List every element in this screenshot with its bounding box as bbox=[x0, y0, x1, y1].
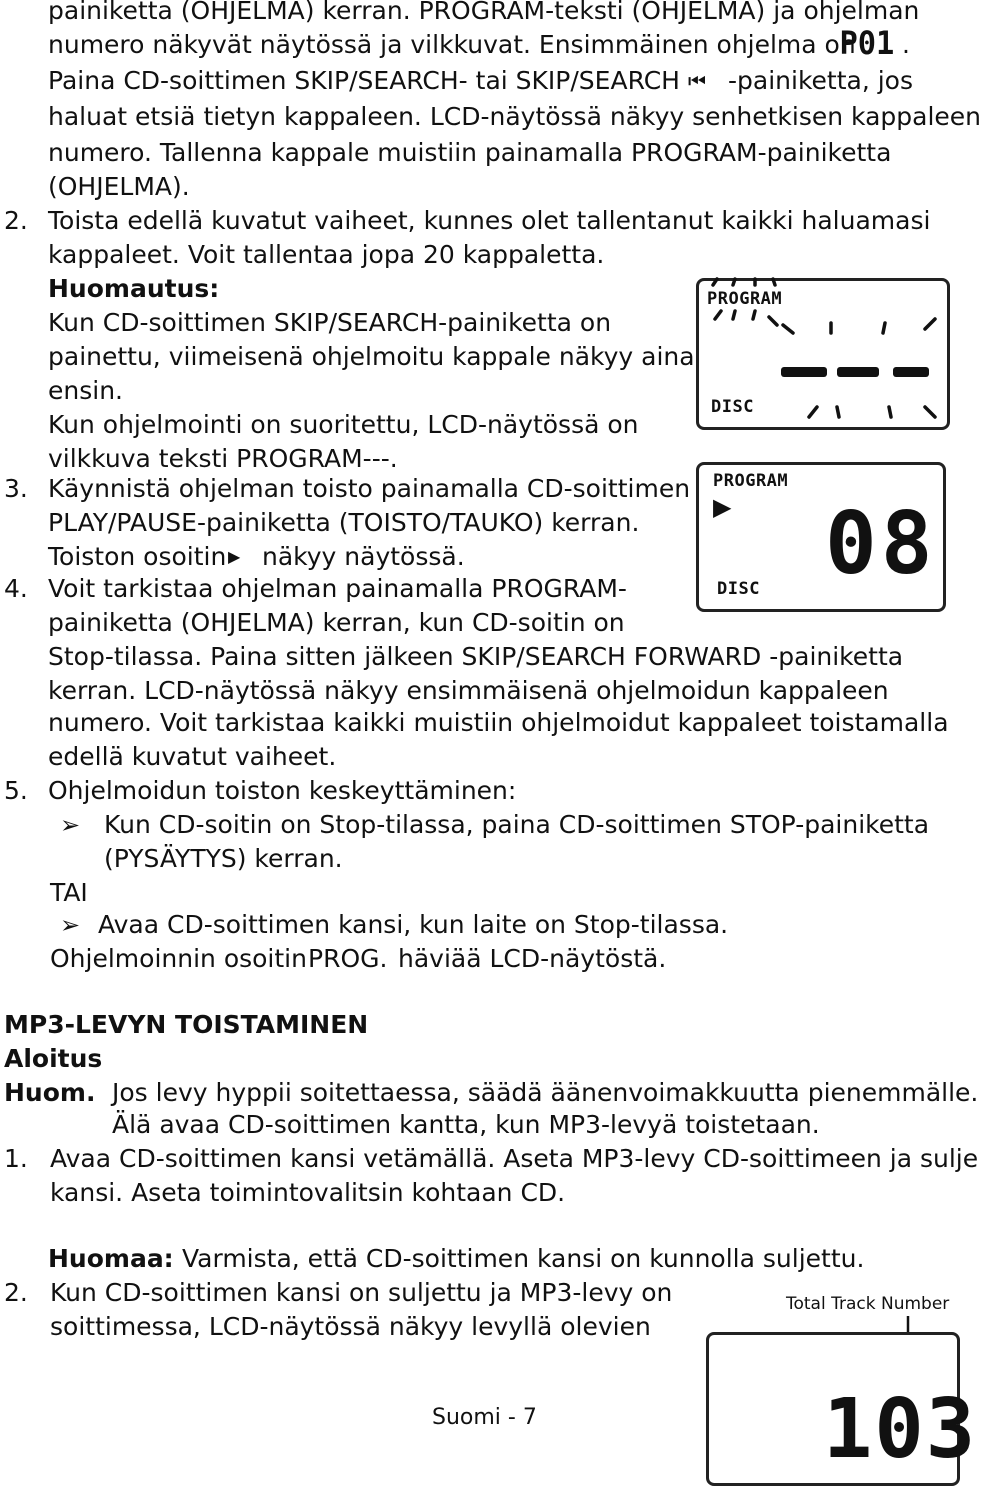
play-indicator-icon: ▶ bbox=[228, 547, 241, 566]
text-line: edellä kuvatut vaiheet. bbox=[48, 742, 337, 771]
text-line: Ohjelmoinnin osoitin bbox=[50, 944, 307, 973]
step-number: 2. bbox=[4, 1278, 28, 1307]
huomaa-label: Huomaa: bbox=[48, 1244, 174, 1273]
text-line: numero näkyvät näytössä ja vilkkuvat. Ensimmäinen ohjelma on bbox=[48, 30, 856, 59]
disc-label: DISC bbox=[717, 579, 760, 599]
text-line: soittimessa, LCD-näytössä näkyy levyllä olevien bbox=[50, 1312, 651, 1341]
text-line: Käynnistä ohjelman toisto painamalla CD-soittimen bbox=[48, 474, 691, 503]
text-line: Kun ohjelmointi on suoritettu, LCD-näytössä on bbox=[48, 410, 639, 439]
text-line: -painiketta, jos bbox=[728, 66, 913, 95]
text-line: painettu, viimeisenä ohjelmoitu kappale näkyy aina bbox=[48, 342, 695, 371]
text-line: Stop-tilassa. Paina sitten jälkeen SKIP/SEARCH FORWARD -painiketta bbox=[48, 642, 904, 671]
text-line: kappaleet. Voit tallentaa jopa 20 kappaletta. bbox=[48, 240, 605, 269]
text-line: Varmista, että CD-soittimen kansi on kunnolla suljettu. bbox=[182, 1244, 865, 1273]
lcd-display-program-08 bbox=[696, 462, 946, 612]
text-line: Jos levy hyppii soitettaessa, säädä äänenvoimakkuutta pienemmälle. bbox=[112, 1078, 979, 1107]
text-line: Toiston osoitin bbox=[48, 542, 227, 571]
lcd-display-program-dashes bbox=[696, 278, 950, 430]
text-line: Kun CD-soittimen kansi on suljettu ja MP3-levy on bbox=[50, 1278, 673, 1307]
text-line: (OHJELMA). bbox=[48, 172, 190, 201]
text-line: PLAY/PAUSE-painiketta (TOISTO/TAUKO) kerran. bbox=[48, 508, 640, 537]
arrow-bullet-icon: ➢ bbox=[60, 911, 81, 939]
period: . bbox=[902, 30, 910, 59]
lcd-display-total-tracks bbox=[706, 1332, 978, 1486]
step5-heading: Ohjelmoidun toiston keskeyttäminen: bbox=[48, 776, 517, 805]
step-number: 4. bbox=[4, 574, 28, 603]
text-line: haluat etsiä tietyn kappaleen. LCD-näytössä näkyy senhetkisen kappaleen bbox=[48, 102, 981, 131]
total-track-caption: Total Track Number bbox=[786, 1294, 950, 1314]
program-label: PROGRAM bbox=[713, 471, 789, 491]
text-line: kansi. Aseta toimintovalitsin kohtaan CD. bbox=[50, 1178, 566, 1207]
text-line: ensin. bbox=[48, 376, 123, 405]
play-icon: ▶ bbox=[713, 493, 732, 521]
text-line: Kun CD-soittimen SKIP/SEARCH-painiketta on bbox=[48, 308, 612, 337]
program-label: PROGRAM bbox=[707, 289, 783, 309]
step-number: 1. bbox=[4, 1144, 28, 1173]
text-line: painiketta (OHJELMA) kerran. PROGRAM-teksti (OHJELMA) ja ohjelman bbox=[48, 0, 920, 25]
step-number: 2. bbox=[4, 206, 28, 235]
text-line: Avaa CD-soittimen kansi vetämällä. Aseta MP3-levy CD-soittimeen ja sulje bbox=[50, 1144, 979, 1173]
prog-indicator-text: PROG. bbox=[308, 944, 388, 973]
text-line: numero. Voit tarkistaa kaikki muistiin ohjelmoidut kappaleet toistamalla bbox=[48, 708, 949, 737]
lcd-inline-p01: P01 bbox=[839, 24, 895, 62]
text-line: Voit tarkistaa ohjelman painamalla PROGRAM- bbox=[48, 574, 627, 603]
disc-label: DISC bbox=[711, 397, 754, 417]
text-line: kerran. LCD-näytössä näkyy ensimmäisenä ohjelmoidun kappaleen bbox=[48, 676, 889, 705]
text-line: painiketta (OHJELMA) kerran, kun CD-soitin on bbox=[48, 608, 625, 637]
section-subtitle: Aloitus bbox=[4, 1044, 103, 1073]
page-number: Suomi - 7 bbox=[432, 1405, 537, 1430]
arrow-bullet-icon: ➢ bbox=[60, 811, 81, 839]
step-number: 5. bbox=[4, 776, 28, 805]
note-heading: Huomautus: bbox=[48, 274, 220, 303]
step-number: 3. bbox=[4, 474, 28, 503]
huom-label: Huom. bbox=[4, 1078, 96, 1107]
text-line: Avaa CD-soittimen kansi, kun laite on Stop-tilassa. bbox=[98, 910, 729, 939]
skip-back-icon: ⏮ bbox=[688, 69, 706, 93]
text-line: Paina CD-soittimen SKIP/SEARCH- tai SKIP/SEARCH bbox=[48, 66, 680, 95]
text-line: häviää LCD-näytöstä. bbox=[398, 944, 667, 973]
total-track-number: 103 bbox=[823, 1382, 978, 1477]
text-line: Kun CD-soitin on Stop-tilassa, paina CD-soittimen STOP-painiketta bbox=[104, 810, 930, 839]
or-label: TAI bbox=[50, 878, 88, 907]
text-line: vilkkuva teksti PROGRAM---. bbox=[48, 444, 398, 473]
text-line: (PYSÄYTYS) kerran. bbox=[104, 844, 343, 873]
section-title: MP3-LEVYN TOISTAMINEN bbox=[4, 1010, 369, 1039]
text-line: näkyy näytössä. bbox=[262, 542, 465, 571]
text-line: numero. Tallenna kappale muistiin painamalla PROGRAM-painiketta bbox=[48, 138, 892, 167]
track-number: 08 bbox=[825, 494, 937, 594]
text-line: Toista edellä kuvatut vaiheet, kunnes olet tallentanut kaikki haluamasi bbox=[48, 206, 931, 235]
text-line: Älä avaa CD-soittimen kantta, kun MP3-levyä toistetaan. bbox=[112, 1110, 820, 1139]
